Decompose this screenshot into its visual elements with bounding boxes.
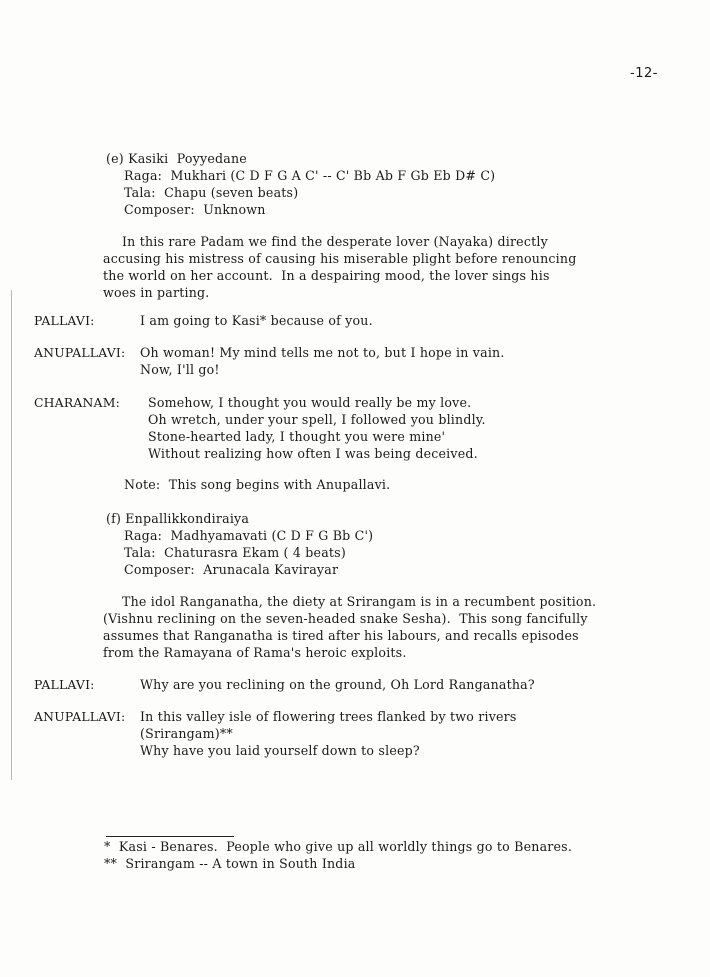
composer-line: Composer: Arunacala Kavirayar: [124, 562, 339, 577]
description-line: In this rare Padam we find the desperate lover (Nayaka) directly: [122, 234, 548, 249]
verse-label: CHARANAM:: [34, 395, 120, 410]
footnote: ** Srirangam -- A town in South India: [104, 856, 356, 871]
verse-line: Now, I'll go!: [140, 362, 220, 377]
verse-line: I am going to Kasi* because of you.: [140, 313, 373, 328]
page-number: -12-: [630, 66, 658, 81]
description-line: from the Ramayana of Rama's heroic exploits.: [103, 645, 407, 660]
verse-line: Somehow, I thought you would really be my love.: [148, 395, 472, 410]
raga-line: Raga: Madhyamavati (C D F G Bb C'): [124, 528, 374, 543]
verse-line: Oh wretch, under your spell, I followed you blindly.: [148, 412, 486, 427]
verse-label: PALLAVI:: [34, 313, 95, 328]
description-line: assumes that Ranganatha is tired after his labours, and recalls episodes: [103, 628, 579, 643]
verse-label: ANUPALLAVI:: [34, 345, 126, 360]
verse-line: Without realizing how often I was being deceived.: [148, 446, 478, 461]
verse-line: (Srirangam)**: [140, 726, 233, 741]
verse-line: In this valley isle of flowering trees flanked by two rivers: [140, 709, 517, 724]
section-heading: (f) Enpallikkondiraiya: [106, 511, 250, 526]
verse-label: ANUPALLAVI:: [34, 709, 126, 724]
raga-line: Raga: Mukhari (C D F G A C' -- C' Bb Ab F Gb Eb D# C): [124, 168, 496, 183]
margin-edge-line: [11, 290, 12, 780]
footnote-rule: [106, 836, 234, 837]
description-line: woes in parting.: [103, 285, 210, 300]
verse-label: PALLAVI:: [34, 677, 95, 692]
description-line: the world on her account. In a despairing mood, the lover sings his: [103, 268, 550, 283]
footnote: * Kasi - Benares. People who give up all worldly things go to Benares.: [104, 839, 573, 854]
description-line: The idol Ranganatha, the diety at Srirangam is in a recumbent position.: [122, 594, 597, 609]
tala-line: Tala: Chapu (seven beats): [124, 185, 299, 200]
verse-line: Why are you reclining on the ground, Oh Lord Ranganatha?: [140, 677, 535, 692]
note-line: Note: This song begins with Anupallavi.: [124, 477, 391, 492]
verse-line: Why have you laid yourself down to sleep?: [140, 743, 420, 758]
verse-line: Stone-hearted lady, I thought you were mine': [148, 429, 446, 444]
description-line: (Vishnu reclining on the seven-headed snake Sesha). This song fancifully: [103, 611, 588, 626]
description-line: accusing his mistress of causing his miserable plight before renouncing: [103, 251, 577, 266]
tala-line: Tala: Chaturasra Ekam ( 4 beats): [124, 545, 346, 560]
composer-line: Composer: Unknown: [124, 202, 266, 217]
section-heading: (e) Kasiki Poyyedane: [106, 151, 247, 166]
verse-line: Oh woman! My mind tells me not to, but I hope in vain.: [140, 345, 505, 360]
